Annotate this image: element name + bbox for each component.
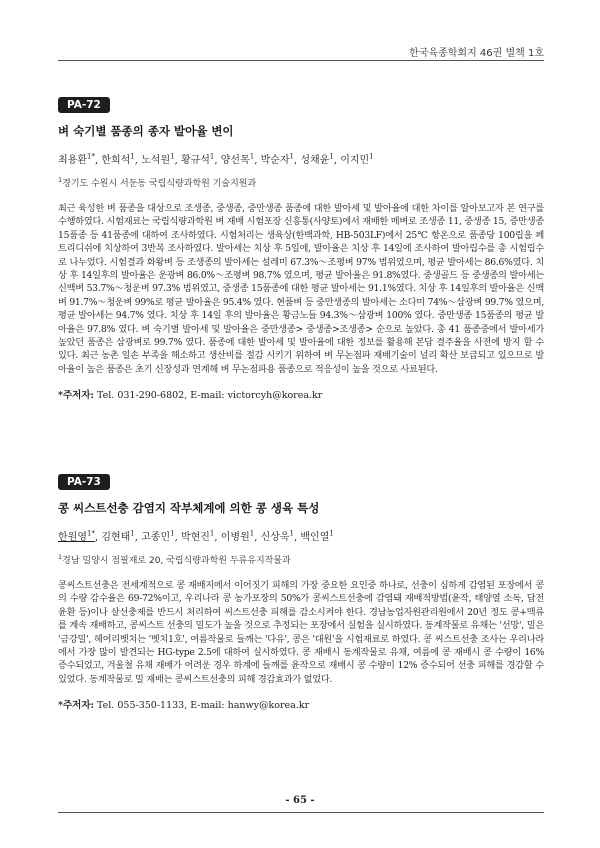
author: 백인열$^1$: [300, 529, 334, 543]
email-address: victorcyh@korea.kr: [227, 390, 323, 402]
footer-divider: [58, 812, 544, 813]
abstract-pa-72: [58, 93, 544, 402]
abstract-code-badge: PA-72: [58, 97, 110, 113]
abstract-body: 최근 육성한 벼 품종을 대상으로 조생종, 중생종, 중만생종 품종에 대한 발아세 및 발아율에 대한 차이를 알아보고자 본 연구를 수행하였다. 시험재료는 국립식량과학원 벼 재배 시험포장 신흥통(사양토)에서 재배한 메벼로 조생종 11, 중생종 15, 중만생종 15품종 등 41품종에 대하여 조사하였다. 시험처리는 생육상(한백과학, HB-503LF)에서 25℃ 항온으로 품종당 100립을 페트리디쉬에 치상하여 3반복 조사하였다. 발아세는 치상 후 5일에, 발아율은 치상 후 14일에 조사하여 발아립수를 총 시험립수로 나누었다. 시험결과 화왕벼 등 조생종의 발아세는 설레미 67.3%～조평벼 97% 범위였으며, 평균 발아세는 86.6%였다. 치상 후 14일후의 발아율은 운광벼 86.0%～조평벼 98.7% 였으며, 평균 발아율은 91.8%였다. 중생골드 등 중생종의 발아세는 신백벼 53.7%～청운벼 97.3% 범위였고, 중생종 15품종에 대한 평균 발아세는 91.1%였다. 치상 후 14일후의 발아율은 신백벼 91.7%～청운벼 99%로 평균 발아율은 95.4% 였다. 현품벼 등 중만생종의 발아세는 소다미 74%～삼광벼 99.7% 였으며, 평균 발아세는 94.7% 였다. 치상 후 14일 후의 발아율은 황금노들 94.3%～삼광벼 100% 였다. 중만생종 15품종의 평균 발아율은 97.8% 였다. 벼 숙기별 발아세 및 발아율은 중만생종> 중생종>조생종> 순으로 높았다. 총 41 품종중에서 발아세가 높았던 품종은 삼광벼로 99.7% 였다. 품종에 대한 발아세 및 발아율에 대한 정보를 활용해 본답 결주율을 사전에 방지 할 수 있다. 최근 농촌 일손 부족을 해소하고 생산비를 절감 시키기 위하여 벼 무논점파 재배기술이 널리 확산 보급되고 있으므로 발아율이 높은 품종은 초기 신장성과 연계해 벼 무논점파용 품종으로 적응성이 높을 것으로 사료된다.: [58, 203, 544, 375]
phone-number: 055-350-1133,: [117, 700, 188, 712]
author: 이병원$^1$: [220, 529, 255, 543]
corresponding-author: *주저자: Tel. 031-290-6802, E-mail: victorcyh@korea.kr: [58, 390, 323, 402]
author-list: 최용환$^{1*}$, 한희석$^1$, 노석원$^1$, 황규석$^1$, 양선목$^1$, 박순자$^1$, 성채윤$^1$, 이지민$^1$: [58, 152, 374, 166]
author: 이지민$^1$: [340, 152, 374, 166]
author: 김현태$^1$: [101, 529, 135, 543]
abstract-body: 콩씨스트선충은 전세계적으로 콩 재배지에서 이어짓기 피해의 가장 중요한 요인중 하나로, 선충이 심하게 감염된 포장에서 콩의 수량 감수율은 69-72%이고, 우리나라 콩 농가포장의 50%가 콩씨스트선충에 감염돼 재배적방법(윤작, 태양열 소독, 답전윤환 등)이나 살선충제를 반드시 처리하여 씨스트선충 피해를 감소시켜야 한다. 경남농업자원관리원에서 20년 정도 콩+맥류를 계속 재배하고, 콩씨스트 선충의 밀도가 높을 것으로 추정되는 포장에서 실험을 실시하였다. 동계작물로 유채는 '선망', 밀은 '금강밀', 헤어리벳치는 '벳치1호', 여름작물로 들깨는 '다유', 콩은 '대원'을 시험재료로 하였다. 콩 씨스트선충 조사는 우리나라에서 가장 많이 발견되는 HG-type 2.5에 대하여 실시하였다. 콩 재배시 동계작물로 유채, 여름에 콩 재배시 콩 수량이 16% 증수되었고, 겨울철 유채 재배가 어려운 경우 하계에 들깨를 윤작으로 재배시 콩 수량이 12% 증수되어 선충 피해를 경감할 수 있었다. 동계작물로 밀 재배는 콩씨스트선충의 피해 경감효과가 없었다.: [58, 580, 544, 685]
affiliation: $^1$경기도 수원시 서둔동 국립식량과학원 기술지원과: [58, 176, 257, 189]
corresponding-author: *주저자: Tel. 055-350-1133, E-mail: hanwy@korea.kr: [58, 700, 310, 712]
author: 성채윤$^1$: [300, 152, 334, 166]
page-number: - 65 -: [285, 795, 315, 806]
phone-number: 031-290-6802,: [117, 390, 188, 402]
author-list: 한원영$^{1*}$, 김현태$^1$, 고종민$^1$, 박현진$^1$, 이병원$^1$, 신상욱$^1$, 백인열$^1$: [58, 529, 334, 543]
abstract-code-badge: PA-73: [58, 474, 110, 490]
author: 박순자$^1$: [260, 152, 295, 166]
author: 한희석$^1$: [101, 152, 135, 166]
author: 최용환$^{1*}$: [58, 152, 95, 166]
header-divider: [58, 60, 544, 61]
author: 한원영$^{1*}$: [58, 529, 95, 543]
author: 박현진$^1$: [180, 529, 215, 543]
author: 양선목$^1$: [220, 152, 255, 166]
email-address: hanwy@korea.kr: [227, 700, 310, 712]
author: 신상욱$^1$: [260, 529, 295, 543]
abstract-title: 콩 씨스트선충 감염지 작부체계에 의한 콩 생육 특성: [58, 501, 320, 515]
affiliation: $^1$경남 밀양시 점필재로 20, 국립식량과학원 두류유지작물과: [58, 553, 291, 566]
abstract-pa-73: [58, 470, 544, 712]
abstract-title: 벼 숙기별 품종의 종자 발아율 변이: [58, 124, 234, 138]
author: 노석원$^1$: [141, 152, 175, 166]
author: 고종민$^1$: [141, 529, 175, 543]
journal-header: 한국육종학회지 46권 별책 1호: [409, 48, 544, 59]
author: 황규석$^1$: [180, 152, 215, 166]
